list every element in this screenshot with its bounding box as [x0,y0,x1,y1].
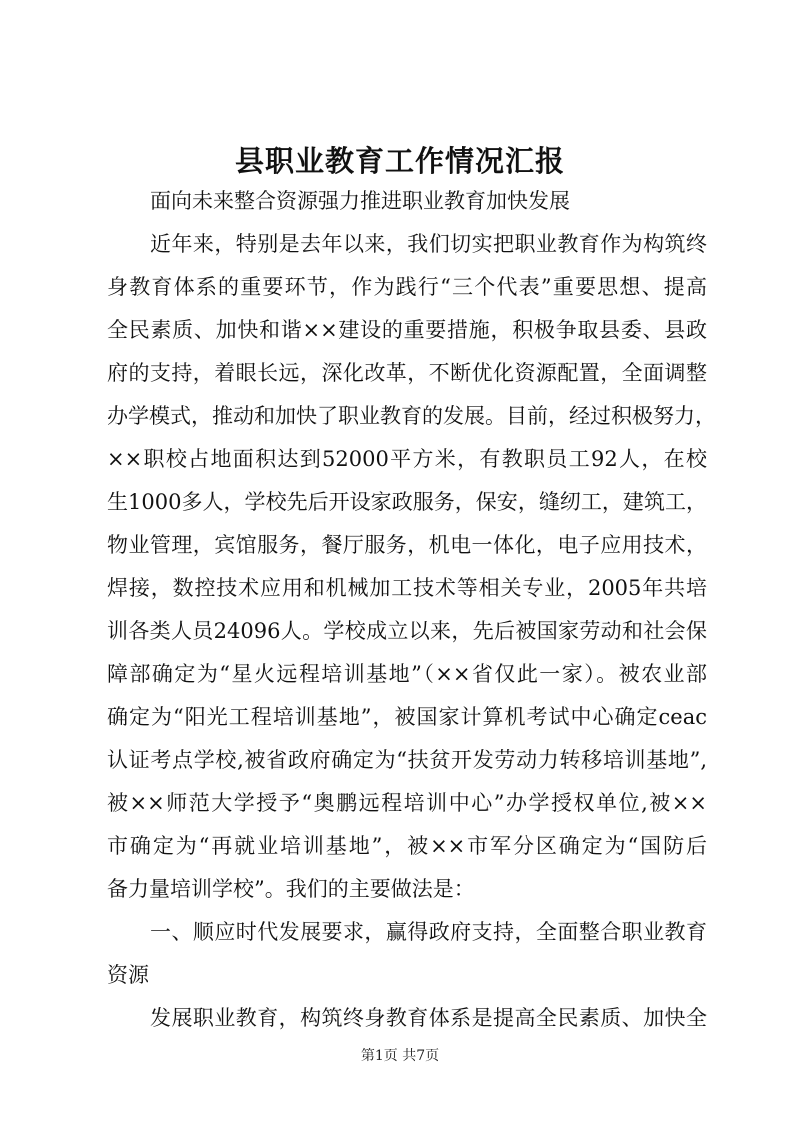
body-line: 生1000多人，学校先后开设家政服务，保安，缝纫工，建筑工， [107,490,707,514]
body-line: 身教育体系的重要环节，作为践行“三个代表”重要思想、提高 [107,275,707,299]
body-line: 府的支持，着眼长远，深化改革，不断优化资源配置，全面调整 [107,361,707,385]
subtitle-line: 面向未来整合资源强力推进职业教育加快发展 [150,189,570,213]
body-line: 备力量培训学校”。我们的主要做法是： [107,877,475,901]
section-heading-line: 一、顺应时代发展要求，赢得政府支持，全面整合职业教育 [150,920,707,944]
body-line: 近年来，特别是去年以来，我们切实把职业教育作为构筑终 [150,232,707,256]
body-line: 确定为“阳光工程培训基地”，被国家计算机考试中心确定ceac [107,705,707,729]
page-title: 县职业教育工作情况汇报 [234,144,565,178]
body-line: 训各类人员24096人。学校成立以来，先后被国家劳动和社会保 [107,619,707,643]
body-line: 障部确定为“星火远程培训基地”（××省仅此一家）。被农业部 [107,662,707,686]
body-line: 物业管理，宾馆服务，餐厅服务，机电一体化，电子应用技术， [107,533,707,557]
body-line: 全民素质、加快和谐××建设的重要措施，积极争取县委、县政 [107,318,707,342]
body-line: 被××师范大学授予“奥鹏远程培训中心”办学授权单位,被×× [107,791,707,815]
body-line: 市确定为“再就业培训基地”，被××市军分区确定为“国防后 [107,834,707,858]
body-line: 焊接，数控技术应用和机械加工技术等相关专业，2005年共培 [107,576,707,600]
body-line: 认证考点学校,被省政府确定为“扶贫开发劳动力转移培训基地”, [107,748,707,772]
body-line: ××职校占地面积达到52000平方米，有教职员工92人，在校 [107,447,707,471]
body-line: 发展职业教育，构筑终身教育体系是提高全民素质、加快全 [150,1006,707,1030]
body-line: 办学模式，推动和加快了职业教育的发展。目前，经过积极努力， [107,404,716,428]
page-footer: 第1页 共7页 [360,1048,440,1064]
section-heading-line: 资源 [107,963,149,987]
